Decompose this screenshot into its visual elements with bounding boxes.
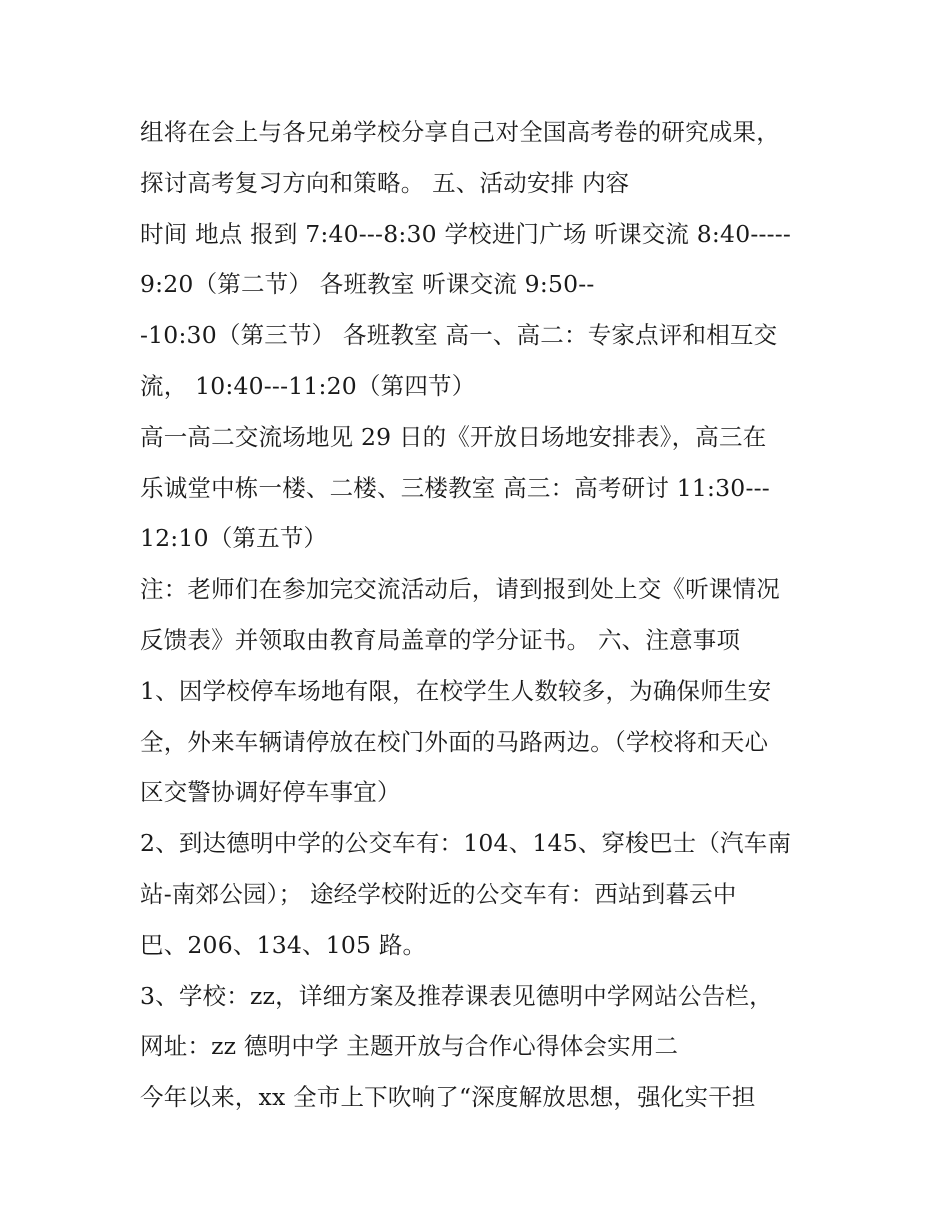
text-line: 高一高二交流场地见 29 日的《开放日场地安排表》，高三在 bbox=[140, 422, 767, 451]
text-line: 9:20（第二节） 各班教室 听课交流 9:50-- bbox=[140, 270, 595, 299]
text-line: 全，外来车辆请停放在校门外面的马路两边。（学校将和天心 bbox=[140, 727, 769, 756]
text-line: -10:30（第三节） 各班教室 高一、高二：专家点评和相互交 bbox=[140, 321, 778, 350]
text-line: 3、学校：zz，详细方案及推荐课表见德明中学网站公告栏， bbox=[140, 981, 773, 1010]
text-line: 2、到达德明中学的公交车有：104、145、穿梭巴士（汽车南 bbox=[140, 829, 792, 858]
text-line: 站-南郊公园）； 途经学校附近的公交车有：西站到暮云中 bbox=[140, 879, 737, 908]
text-line: 1、因学校停车场地有限，在校学生人数较多，为确保师生安 bbox=[140, 676, 772, 705]
text-line: 区交警协调好停车事宜） bbox=[140, 778, 401, 807]
text-line: 探讨高考复习方向和策略。 五、活动安排 内容 bbox=[140, 168, 630, 197]
text-line: 时间 地点 报到 7:40---8:30 学校进门广场 听课交流 8:40----- bbox=[140, 219, 792, 248]
text-line: 12:10（第五节） bbox=[140, 524, 328, 553]
text-line: 流， 10:40---11:20（第四节） bbox=[140, 371, 476, 400]
text-line: 巴、206、134、105 路。 bbox=[140, 930, 427, 959]
text-line: 今年以来，xx 全市上下吹响了“深度解放思想，强化实干担 bbox=[140, 1083, 756, 1112]
text-line: 组将在会上与各兄弟学校分享自己对全国高考卷的研究成果， bbox=[140, 118, 780, 146]
text-line: 反馈表》并领取由教育局盖章的学分证书。 六、注意事项 bbox=[140, 625, 741, 654]
text-line: 乐诚堂中栋一楼、二楼、三楼教室 高三：高考研讨 11:30--- bbox=[140, 473, 770, 502]
text-line: 网址：zz 德明中学 主题开放与合作心得体会实用二 bbox=[140, 1032, 679, 1061]
document-body bbox=[140, 107, 830, 1123]
text-line: 注：老师们在参加完交流活动后，请到报到处上交《听课情况 bbox=[140, 575, 780, 604]
